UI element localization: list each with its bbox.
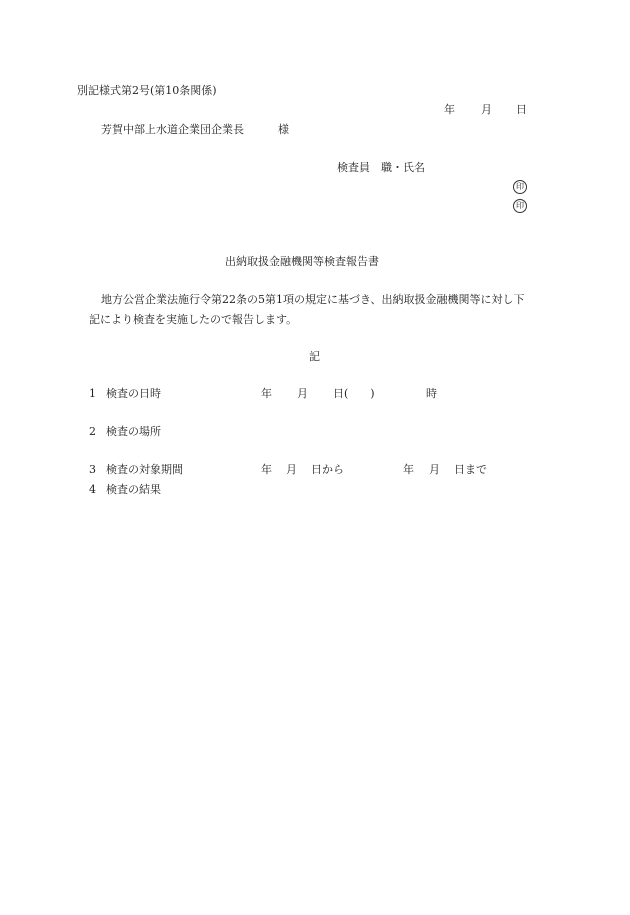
period-to-year: 年	[403, 463, 414, 476]
date-day: 日	[516, 103, 527, 116]
date-year: 年	[444, 103, 455, 116]
datetime-hour: 時	[426, 387, 437, 400]
item-number: 4	[89, 483, 96, 496]
item-label-place: 検査の場所	[106, 425, 161, 438]
seal-mark-2: 印	[513, 199, 527, 213]
honorific: 様	[278, 123, 289, 136]
date-month: 月	[481, 103, 492, 116]
period-from-year: 年	[261, 463, 272, 476]
period-from-month: 月	[286, 463, 297, 476]
item-number: 3	[89, 463, 96, 476]
item-number: 1	[89, 387, 96, 400]
item-number: 2	[89, 425, 96, 438]
item-label-result: 検査の結果	[106, 483, 161, 496]
datetime-day: 日( )	[333, 387, 375, 400]
period-to-month: 月	[429, 463, 440, 476]
datetime-year: 年	[261, 387, 272, 400]
period-to-day: 日まで	[454, 463, 487, 476]
ki-label: 記	[309, 350, 320, 363]
inspector-label: 検査員 職・氏名	[337, 161, 425, 174]
item-label-period: 検査の対象期間	[106, 463, 183, 476]
body-text-line-1: 地方公営企業法施行令第22条の5第1項の規定に基づき、出納取扱金融機関等に対し下	[101, 293, 525, 306]
seal-mark-1: 印	[513, 180, 527, 194]
item-label-datetime: 検査の日時	[106, 387, 161, 400]
body-text-line-2: 記により検査を実施したので報告します。	[89, 313, 298, 326]
period-from-day: 日から	[311, 463, 344, 476]
document-title: 出納取扱金融機関等検査報告書	[225, 255, 379, 268]
addressee: 芳賀中部上水道企業団企業長	[101, 123, 244, 136]
form-label: 別記様式第2号(第10条関係)	[77, 84, 217, 97]
datetime-month: 月	[297, 387, 308, 400]
